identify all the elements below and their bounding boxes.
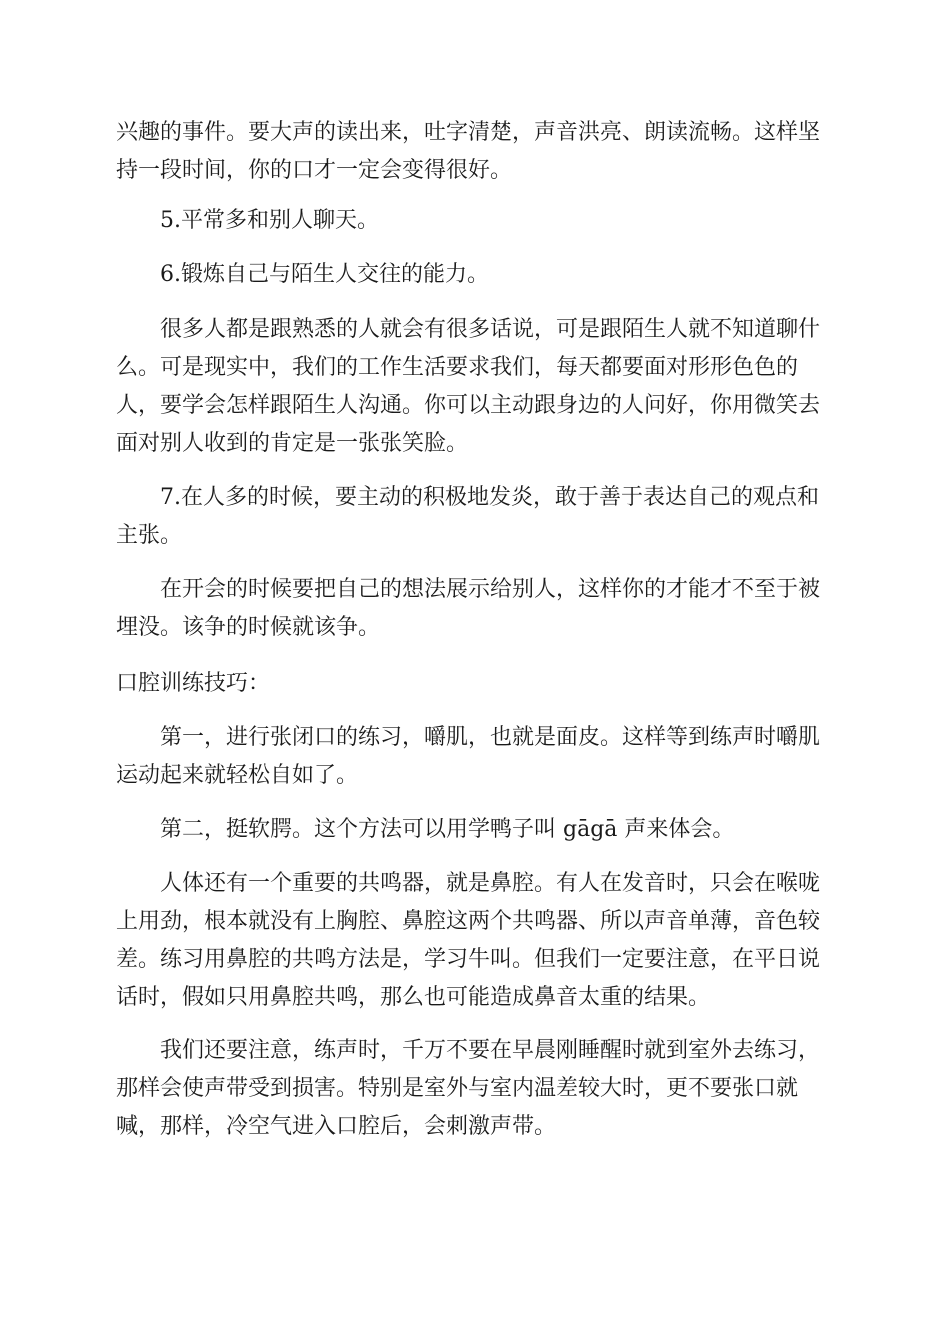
text-line: 第二，挺软腭。这个方法可以用学鸭子叫 gāgā 声来体会。 [160, 817, 735, 842]
paragraph-meetings [116, 571, 836, 647]
text-line: 第一，进行张闭口的练习，嚼肌，也就是面皮。这样等到练声时嚼肌 [160, 725, 821, 750]
text-line: 口腔训练技巧： [116, 671, 271, 696]
paragraph-first-technique [116, 719, 836, 795]
text-line: 主张。 [116, 523, 183, 548]
text-line: 运动起来就轻松自如了。 [116, 763, 359, 788]
paragraph-voice-warning [116, 1032, 836, 1146]
paragraph-reading-practice-continued [116, 114, 836, 190]
text-line: 7.在人多的时候，要主动的积极地发炎，敢于善于表达自己的观点和 [160, 485, 819, 510]
text-line: 在开会的时候要把自己的想法展示给别人，这样你的才能才不至于被 [160, 577, 821, 602]
text-line: 喊，那样，冷空气进入口腔后，会刺激声带。 [116, 1114, 557, 1139]
section-heading-oral-training [116, 665, 836, 703]
text-line: 差。练习用鼻腔的共鸣方法是，学习牛叫。但我们一定要注意，在平日说 [116, 947, 821, 972]
text-line: 我们还要注意，练声时，千万不要在早晨刚睡醒时就到室外去练习， [160, 1038, 821, 1063]
text-line: 上用劲，根本就没有上胸腔、鼻腔这两个共鸣器、所以声音单薄，音色较 [116, 909, 821, 934]
text-line: 很多人都是跟熟悉的人就会有很多话说，可是跟陌生人就不知道聊什 [160, 317, 821, 342]
text-line: 人，要学会怎样跟陌生人沟通。你可以主动跟身边的人问好，你用微笑去 [116, 393, 821, 418]
text-line: 埋没。该争的时候就该争。 [116, 615, 381, 640]
text-line: 兴趣的事件。要大声的读出来，吐字清楚，声音洪亮、朗读流畅。这样坚 [116, 120, 821, 145]
paragraph-item-7 [116, 479, 836, 555]
text-line: 人体还有一个重要的共鸣器，就是鼻腔。有人在发音时，只会在喉咙 [160, 871, 821, 896]
paragraph-nasal-cavity [116, 865, 836, 1017]
text-line: 5.平常多和别人聊天。 [160, 208, 379, 233]
paragraph-item-5 [116, 202, 880, 240]
text-line: 持一段时间，你的口才一定会变得很好。 [116, 158, 513, 183]
text-line: 6.锻炼自己与陌生人交往的能力。 [160, 262, 489, 287]
paragraph-second-technique [116, 811, 836, 849]
text-line: 话时，假如只用鼻腔共鸣，那么也可能造成鼻音太重的结果。 [116, 985, 711, 1010]
text-line: 那样会使声带受到损害。特别是室外与室内温差较大时，更不要张口就 [116, 1076, 799, 1101]
text-line: 面对别人收到的肯定是一张张笑脸。 [116, 431, 469, 456]
text-line: 么。可是现实中，我们的工作生活要求我们，每天都要面对形形色色的 [116, 355, 799, 380]
paragraph-strangers [116, 311, 836, 463]
paragraph-item-6 [116, 256, 880, 294]
